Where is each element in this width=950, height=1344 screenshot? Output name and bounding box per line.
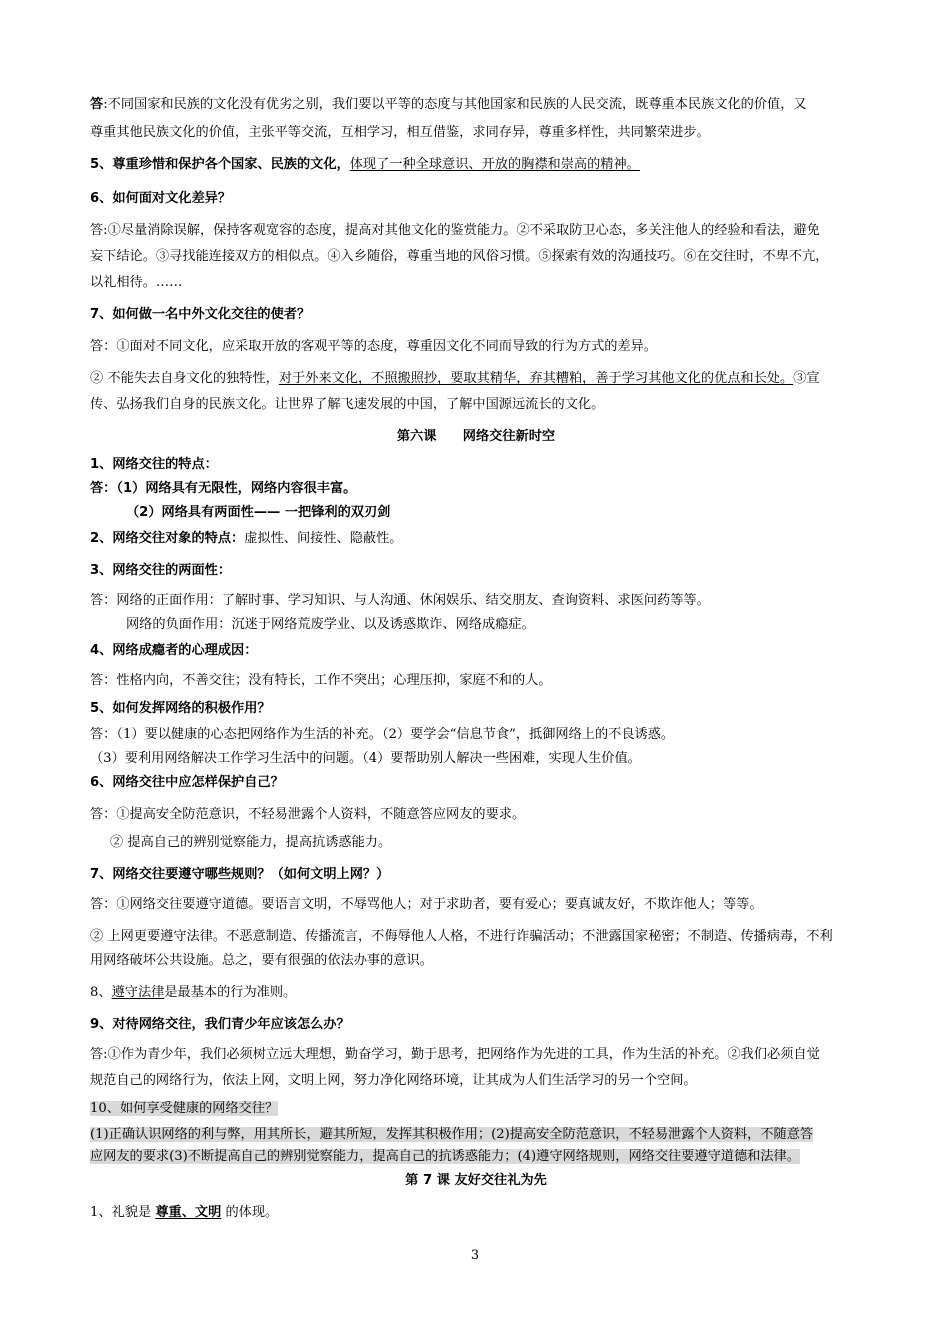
l6-q9-heading: 9、对待网络交往，我们青少年应该怎么办？ xyxy=(90,1017,350,1032)
answer-7-line-2: ② 不能失去自身文化的独特性，对于外来文化，不照搬照抄，要取其精华，弃其糟粕，善于学习其他文化的优点和长处。③宣 xyxy=(90,371,820,386)
l6-q9-answer-2: 规范自己的网络行为，依法上网，文明上网，努力净化网络环境，让其成为人们生活学习的另一个空间。 xyxy=(90,1073,697,1088)
l7-q1-line: 1、礼貌是 尊重、文明 的体现。 xyxy=(90,1205,279,1220)
l6-q7-answer-2: ② 上网更要遵守法律。不恶意制造、传播流言，不侮辱他人人格，不进行诈骗活动；不泄露国家秘密；不制造、传播病毒，不利 xyxy=(90,929,833,944)
l6-q6-answer-2: ② 提高自己的辨别觉察能力，提高抗诱惑能力。 xyxy=(110,835,392,850)
l6-q8-line: 8、遵守法律是最基本的行为准则。 xyxy=(90,985,297,1000)
lesson-7-title: 第 7 课 友好交往礼为先 xyxy=(405,1173,547,1188)
question-7-heading: 7、如何做一名中外文化交往的使者？ xyxy=(90,307,311,322)
l6-q9-answer-1: 答:①作为青少年，我们必须树立远大理想，勤奋学习，勤于思考，把网络作为先进的工具，作为生活的补充。②我们必须自觉 xyxy=(90,1047,820,1062)
answer-7-line-3: 传、弘扬我们自身的民族文化。让世界了解飞速发展的中国，了解中国源远流长的文化。 xyxy=(90,397,605,412)
l6-q7-heading: 7、网络交往要遵守哪些规则？（如何文明上网？） xyxy=(90,867,390,882)
answer-culture-equality-cont: 尊重其他民族文化的价值，主张平等交流，互相学习，相互借鉴，求同存异，尊重多样性，共同繁荣进步。 xyxy=(90,125,710,140)
l6-q3-heading: 3、网络交往的两面性： xyxy=(90,563,232,578)
l6-q1-heading: 1、网络交往的特点： xyxy=(90,457,218,472)
page-number: 3 xyxy=(470,1248,480,1263)
l6-q5-answer-1: 答：（1）要以健康的心态把网络作为生活的补充。（2）要学会“信息节食”，抵御网络上的不良诱惑。 xyxy=(90,727,675,742)
l6-q7-answer-3: 用网络破坏公共设施。总之，要有很强的依法办事的意识。 xyxy=(90,953,433,968)
l6-q6-answer-1: 答：①提高安全防范意识，不轻易泄露个人资料，不随意答应网友的要求。 xyxy=(90,807,526,822)
lesson-6-title: 第六课 网络交往新时空 xyxy=(396,429,556,444)
l6-q4-heading: 4、网络成瘾者的心理成因： xyxy=(90,643,258,658)
l6-q1-answer-1: 答：（1）网络具有无限性，网络内容很丰富。 xyxy=(90,481,357,496)
l6-q10-answer-2: 应网友的要求(3)不断提高自己的辨别觉察能力，提高自己的抗诱惑能力；(4)遵守网络规则，网络交往要遵守道德和法律。 xyxy=(90,1149,800,1164)
question-6-heading: 6、如何面对文化差异？ xyxy=(90,191,232,206)
l6-q3-answer-1: 答：网络的正面作用：了解时事、学习知识、与人沟通、休闲娱乐、结交朋友、查询资料、求医问药等等。 xyxy=(90,593,710,608)
l6-q4-answer: 答：性格内向，不善交往；没有特长，工作不突出；心理压抑，家庭不和的人。 xyxy=(90,673,552,688)
l6-q10-answer-1: (1)正确认识网络的利与弊，用其所长，避其所短，发挥其积极作用；(2)提高安全防范意识，不轻易泄露个人资料，不随意答 xyxy=(90,1127,814,1142)
l6-q1-answer-2: （2）网络具有两面性—— 一把锋利的双刃剑 xyxy=(126,505,391,520)
answer-7-line-1: 答：①面对不同文化，应采取开放的客观平等的态度，尊重因文化不同而导致的行为方式的差异。 xyxy=(90,339,658,354)
l6-q3-answer-2: 网络的负面作用：沉迷于网络荒废学业、以及诱惑欺诈、网络成瘾症。 xyxy=(126,617,535,632)
l6-q6-heading: 6、网络交往中应怎样保护自己？ xyxy=(90,775,284,790)
answer-6-line-2: 妄下结论。③寻找能连接双方的相似点。④入乡随俗，尊重当地的风俗习惯。⑤探索有效的沟通技巧。⑥在交往时，不卑不亢， xyxy=(90,249,829,264)
question-5-culture: 5、尊重珍惜和保护各个国家、民族的文化，体现了一种全球意识、开放的胸襟和崇高的精神。 xyxy=(90,157,640,172)
l6-q7-answer-1: 答：①网络交往要遵守道德。要语言文明，不辱骂他人；对于求助者，要有爱心；要真诚友好，不欺诈他人；等等。 xyxy=(90,897,763,912)
answer-6-line-1: 答:①尽量消除误解，保持客观宽容的态度，提高对其他文化的鉴赏能力。②不采取防卫心态，多关注他人的经验和看法，避免 xyxy=(90,223,820,238)
l6-q10-heading: 10、如何享受健康的网络交往？ xyxy=(90,1101,279,1116)
l6-q5-heading: 5、如何发挥网络的积极作用？ xyxy=(90,701,271,716)
answer-culture-equality: 答:不同国家和民族的文化没有优劣之别，我们要以平等的态度与其他国家和民族的人民交流，既尊重本民族文化的价值，又 xyxy=(90,97,807,112)
l6-q5-answer-2: （3）要利用网络解决工作学习生活中的问题。（4）要帮助别人解决一些困难，实现人生价值。 xyxy=(90,751,641,766)
answer-6-line-3: 以礼相待。…… xyxy=(90,275,183,290)
l6-q2-line: 2、网络交往对象的特点：虚拟性、间接性、隐蔽性。 xyxy=(90,531,403,546)
